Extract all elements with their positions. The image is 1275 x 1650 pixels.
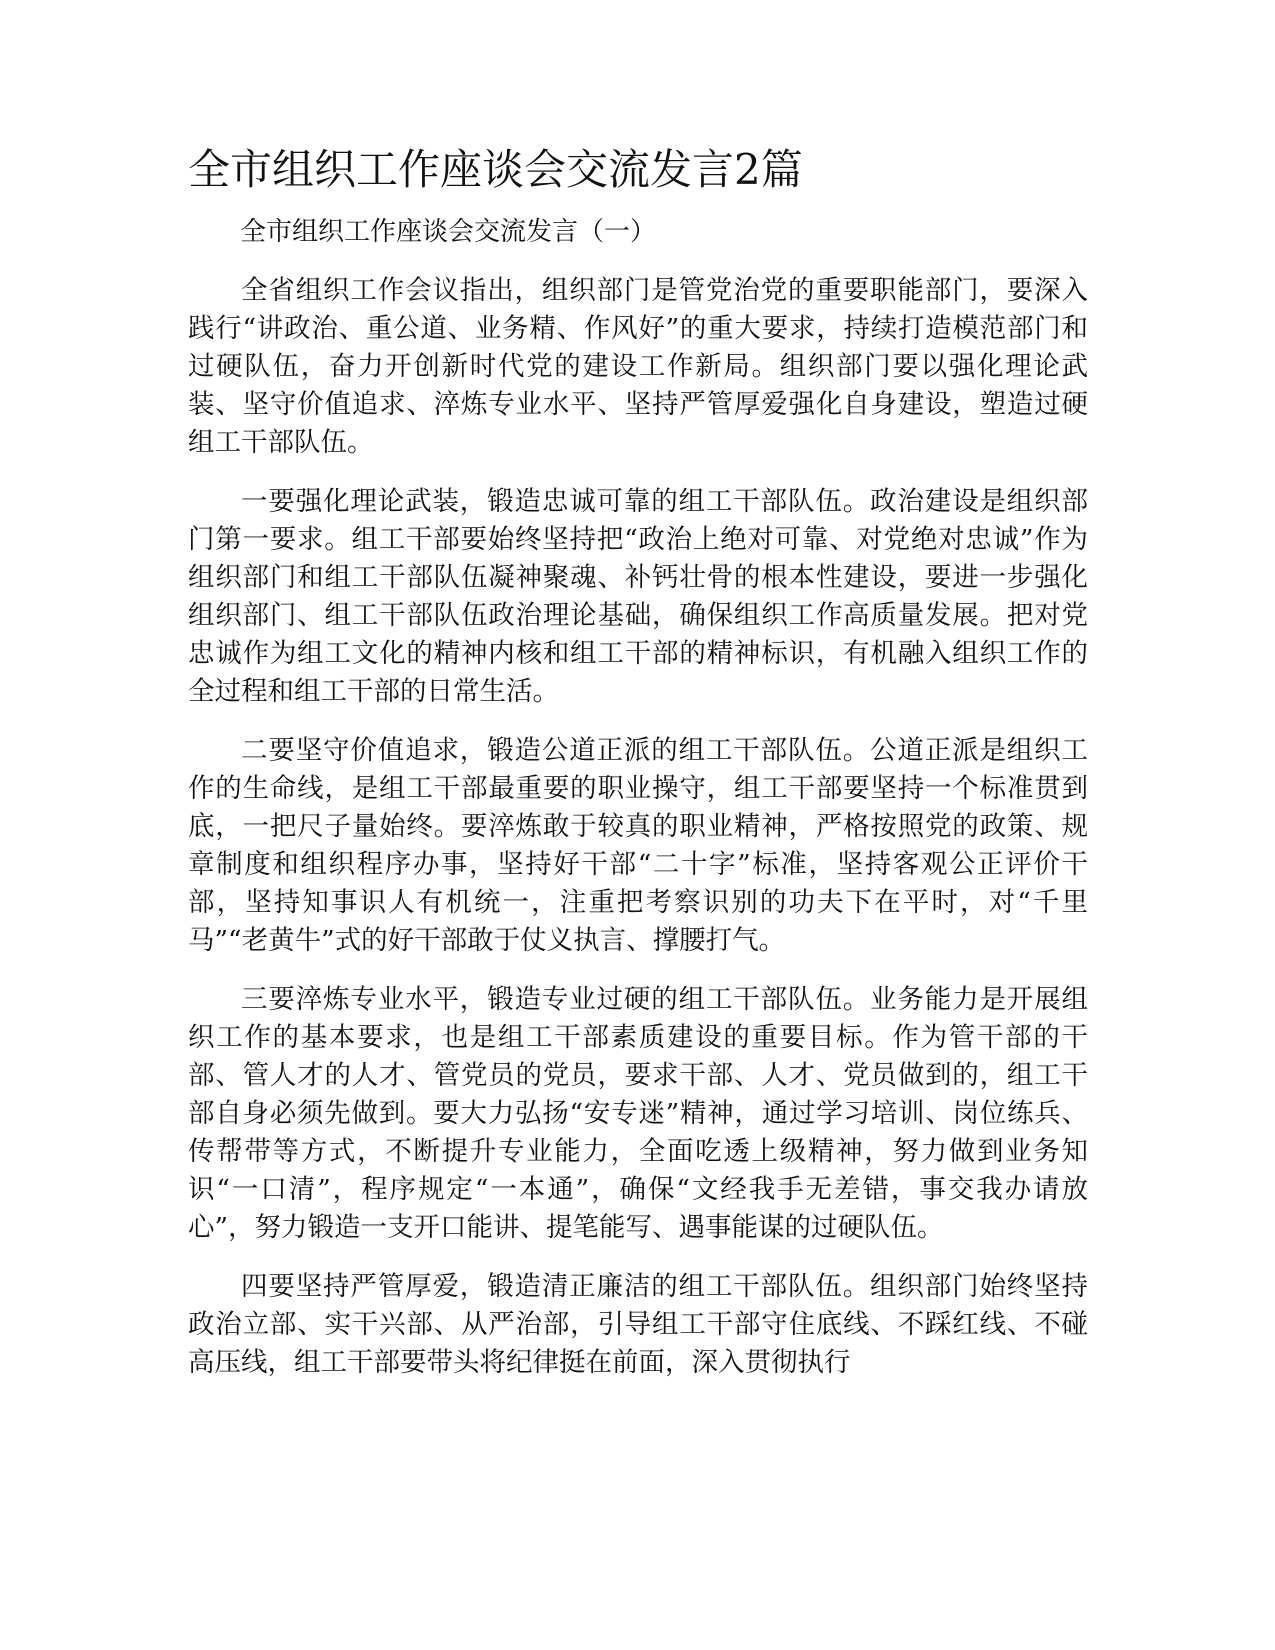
paragraph-point-two: 二要坚守价值追求，锻造公道正派的组工干部队伍。公道正派是组织工作的生命线，是组工干部最重要的职业操守，组工干部要坚持一个标准贯到底，一把尺子量始终。要淬炼敢于较真的职业精神，严格按照党的政策、规章制度和组织程序办事，坚持好干部“二十字”标准，坚持客观公正评价干部，坚持知事识人有机统一，注重把考察识别的功夫下在平时，对“千里马”“老黄牛”式的好干部敢于仗义执言、撑腰打气。	[188, 735, 1088, 956]
paragraph-intro: 全省组织工作会议指出，组织部门是管党治党的重要职能部门，要深入践行“讲政治、重公道、业务精、作风好”的重大要求，持续打造模范部门和过硬队伍，奋力开创新时代党的建设工作新局。组织部门要以强化理论武装、坚守价值追求、淬炼专业水平、坚持严管厚爱强化自身建设，塑造过硬组工干部队伍。	[188, 275, 1088, 458]
section-subtitle: 全市组织工作座谈会交流发言（一）	[240, 217, 657, 247]
document-title: 全市组织工作座谈会交流发言2篇	[188, 145, 803, 194]
paragraph-point-one: 一要强化理论武装，锻造忠诚可靠的组工干部队伍。政治建设是组织部门第一要求。组工干部要始终坚持把“政治上绝对可靠、对党绝对忠诚”作为组织部门和组工干部队伍凝神聚魂、补钙壮骨的根本性建设，要进一步强化组织部门、组工干部队伍政治理论基础，确保组织工作高质量发展。把对党忠诚作为组工文化的精神内核和组工干部的精神标识，有机融入组织工作的全过程和组工干部的日常生活。	[188, 486, 1088, 707]
paragraph-point-three: 三要淬炼专业水平，锻造专业过硬的组工干部队伍。业务能力是开展组织工作的基本要求，也是组工干部素质建设的重要目标。作为管干部的干部、管人才的人才、管党员的党员，要求干部、人才、党员做到的，组工干部自身必须先做到。要大力弘扬“安专迷”精神，通过学习培训、岗位练兵、传帮带等方式，不断提升专业能力，全面吃透上级精神，努力做到业务知识“一口清”，程序规定“一本通”，确保“文经我手无差错，事交我办请放心”，努力锻造一支开口能讲、提笔能写、遇事能谋的过硬队伍。	[188, 984, 1088, 1243]
document-page	[188, 140, 1088, 1403]
paragraph-point-four: 四要坚持严管厚爱，锻造清正廉洁的组工干部队伍。组织部门始终坚持政治立部、实干兴部、从严治部，引导组工干部守住底线、不踩红线、不碰高压线，组工干部要带头将纪律挺在前面，深入贯彻执行	[188, 1271, 1088, 1378]
